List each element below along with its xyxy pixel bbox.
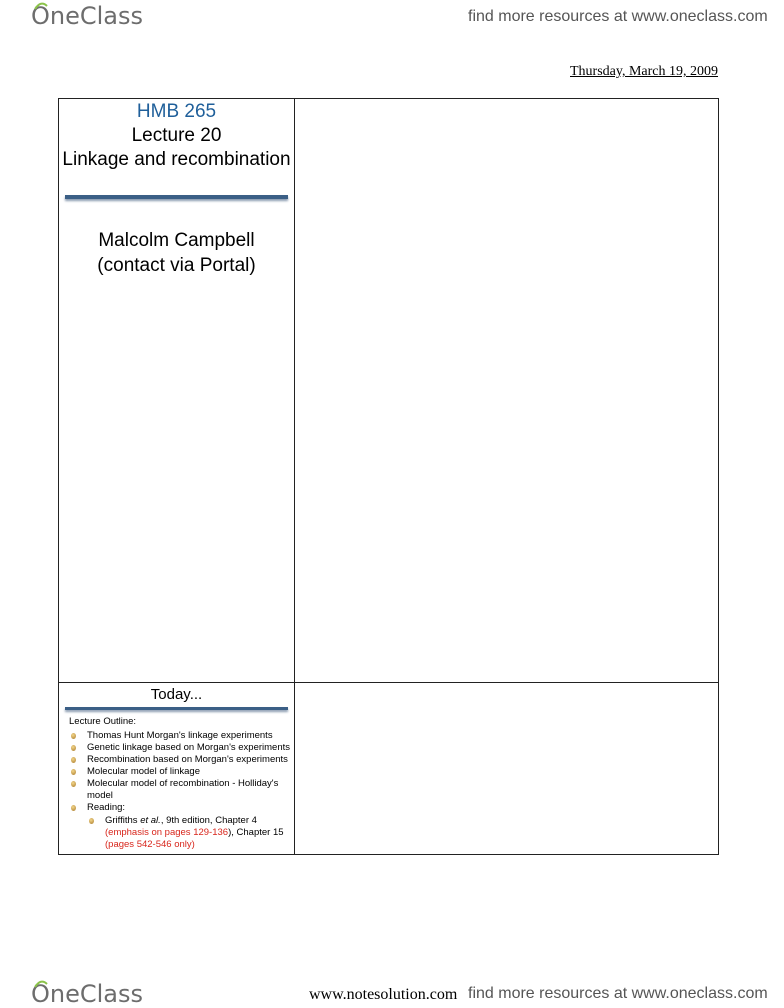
list-item: Molecular model of recombination - Holliday's model — [69, 778, 291, 802]
row-divider — [58, 682, 719, 683]
bullet-icon — [71, 733, 76, 739]
list-item: Reading: Griffiths et al., 9th edition, Chapter 4 (emphasis on pages 129-136), Chapter 15 (pages 542-546 only) — [69, 802, 291, 851]
column-divider — [294, 98, 295, 855]
outline-list — [69, 730, 291, 851]
list-item: Molecular model of linkage — [69, 766, 291, 778]
reading-pages: pages 542-546 only — [108, 839, 192, 850]
lecture-topic: Linkage and recombination — [62, 149, 291, 170]
course-code: HMB 265 — [136, 101, 217, 122]
footer-logo-leaf-icon — [33, 980, 49, 988]
author-block — [59, 228, 294, 278]
list-item: Recombination based on Morgan's experiments — [69, 754, 291, 766]
title-underline-bar — [65, 195, 288, 199]
outline-heading: Lecture Outline: — [69, 716, 137, 727]
list-item: Genetic linkage based on Morgan's experiments — [69, 742, 291, 754]
slide-2-title: Today... — [150, 686, 203, 703]
slide-1 — [59, 100, 294, 172]
logo-text: OneClass — [31, 2, 144, 30]
bullet-icon — [71, 781, 76, 787]
footer-tagline: find more resources at www.oneclass.com — [468, 985, 768, 1002]
reading-item: Griffiths et al., 9th edition, Chapter 4 (emphasis on pages 129-136), Chapter 15 (pages 542-546 only) — [87, 815, 291, 851]
author-contact: (contact via Portal) — [97, 255, 256, 276]
bullet-icon — [71, 757, 76, 763]
page-date: Thursday, March 19, 2009 — [570, 64, 719, 79]
logo-leaf-icon — [33, 2, 49, 10]
author-name: Malcolm Campbell — [98, 230, 255, 251]
lecture-number: Lecture 20 — [131, 125, 222, 146]
footer-logo-text: OneClass — [31, 980, 144, 1008]
sub-bullet-icon — [89, 818, 94, 824]
bullet-icon — [71, 769, 76, 775]
header-tagline: find more resources at www.oneclass.com — [468, 8, 768, 25]
list-item: Thomas Hunt Morgan's linkage experiments — [69, 730, 291, 742]
bullet-icon — [71, 745, 76, 751]
lecture-outline — [69, 716, 291, 851]
today-underline-bar — [65, 707, 288, 710]
footer-url: www.notesolution.com — [309, 986, 458, 1003]
emphasis-pages: emphasis on pages 129-136 — [108, 827, 229, 838]
bullet-icon — [71, 805, 76, 811]
